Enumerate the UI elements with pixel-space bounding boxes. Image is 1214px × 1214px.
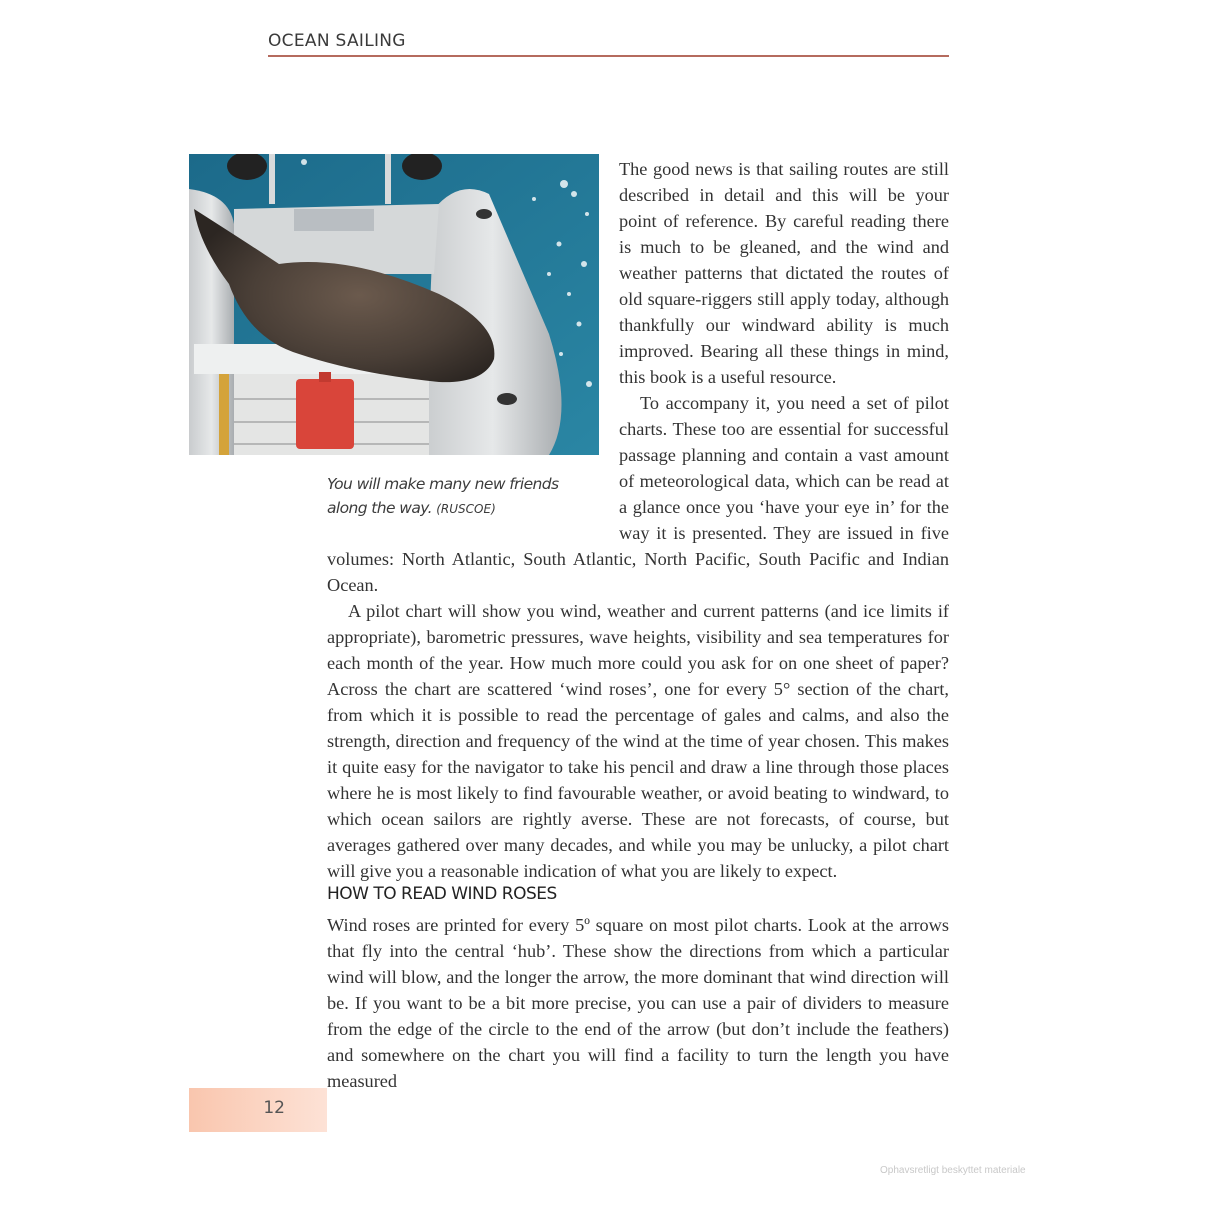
paragraph-pilot-charts: To accompany it, you need a set of pilot charts. These too are essential for successful passage planning and contain a vast amount of meteorological data, which can be read at a glance once you ‘have your eye in’ for the way it is presented. They are issued in five	[619, 393, 949, 543]
page-number: 12	[263, 1098, 285, 1118]
folio-box	[189, 1088, 327, 1132]
running-head-title: OCEAN SAILING	[268, 31, 406, 51]
full-width-text	[327, 546, 949, 884]
section-heading-wind-roses: HOW TO READ WIND ROSES	[327, 884, 557, 904]
paragraph-pilot-chart-contents: A pilot chart will show you wind, weather and current patterns (and ice limits if appropriate), barometric pressures, wave heights, visibility and sea temperatures for each month of the year. How much more could you ask for on one sheet of paper? Across the chart are scattered ‘wind roses’, one for every 5° section of the chart, from which it is possible to read the percentage of gales and calms, and also the strength, direction and frequency of the wind at the time of year chosen. This makes it quite easy for the navigator to take his pencil and draw a line through those places where he is most likely to find favourable weather, or avoid beating to windward, to which ocean sailors are rightly averse. These are not forecasts, of course, but averages gathered over many decades, and while you may be unlucky, a pilot chart will give you a reasonable indication of what you are likely to expect.	[327, 601, 949, 881]
paragraph-volumes: volumes: North Atlantic, South Atlantic, North Pacific, South Pacific and Indian Ocean.	[327, 549, 949, 595]
right-column-text	[619, 156, 949, 546]
sea-lion-photo	[189, 154, 599, 455]
caption-credit: (RUSCOE)	[436, 502, 496, 516]
paragraph-good-news: The good news is that sailing routes are still described in detail and this will be your point of reference. By careful reading there is much to be gleaned, and the wind and weather patterns that dictated the routes of old square-riggers still apply today, although thankfully our windward ability is much improved. Bearing all these things in mind, this book is a useful resource.	[619, 159, 949, 387]
copyright-watermark: Ophavsretligt beskyttet materiale	[880, 1165, 1026, 1176]
caption-text: You will make many new friends along the way.	[327, 475, 559, 517]
paragraph-wind-roses: Wind roses are printed for every 5º square on most pilot charts. Look at the arrows that fly into the central ‘hub’. These show the directions from which a particular wind will blow, and the longer the arrow, the more dominant that wind direction will be. If you want to be a bit more precise, you can use a pair of dividers to measure from the edge of the circle to the end of the arrow (but don’t include the feathers) and somewhere on the chart you will find a facility to turn the length you have measured	[327, 915, 949, 1091]
wind-roses-text	[327, 912, 949, 1094]
header-rule	[268, 55, 949, 57]
photo-caption	[327, 472, 597, 521]
